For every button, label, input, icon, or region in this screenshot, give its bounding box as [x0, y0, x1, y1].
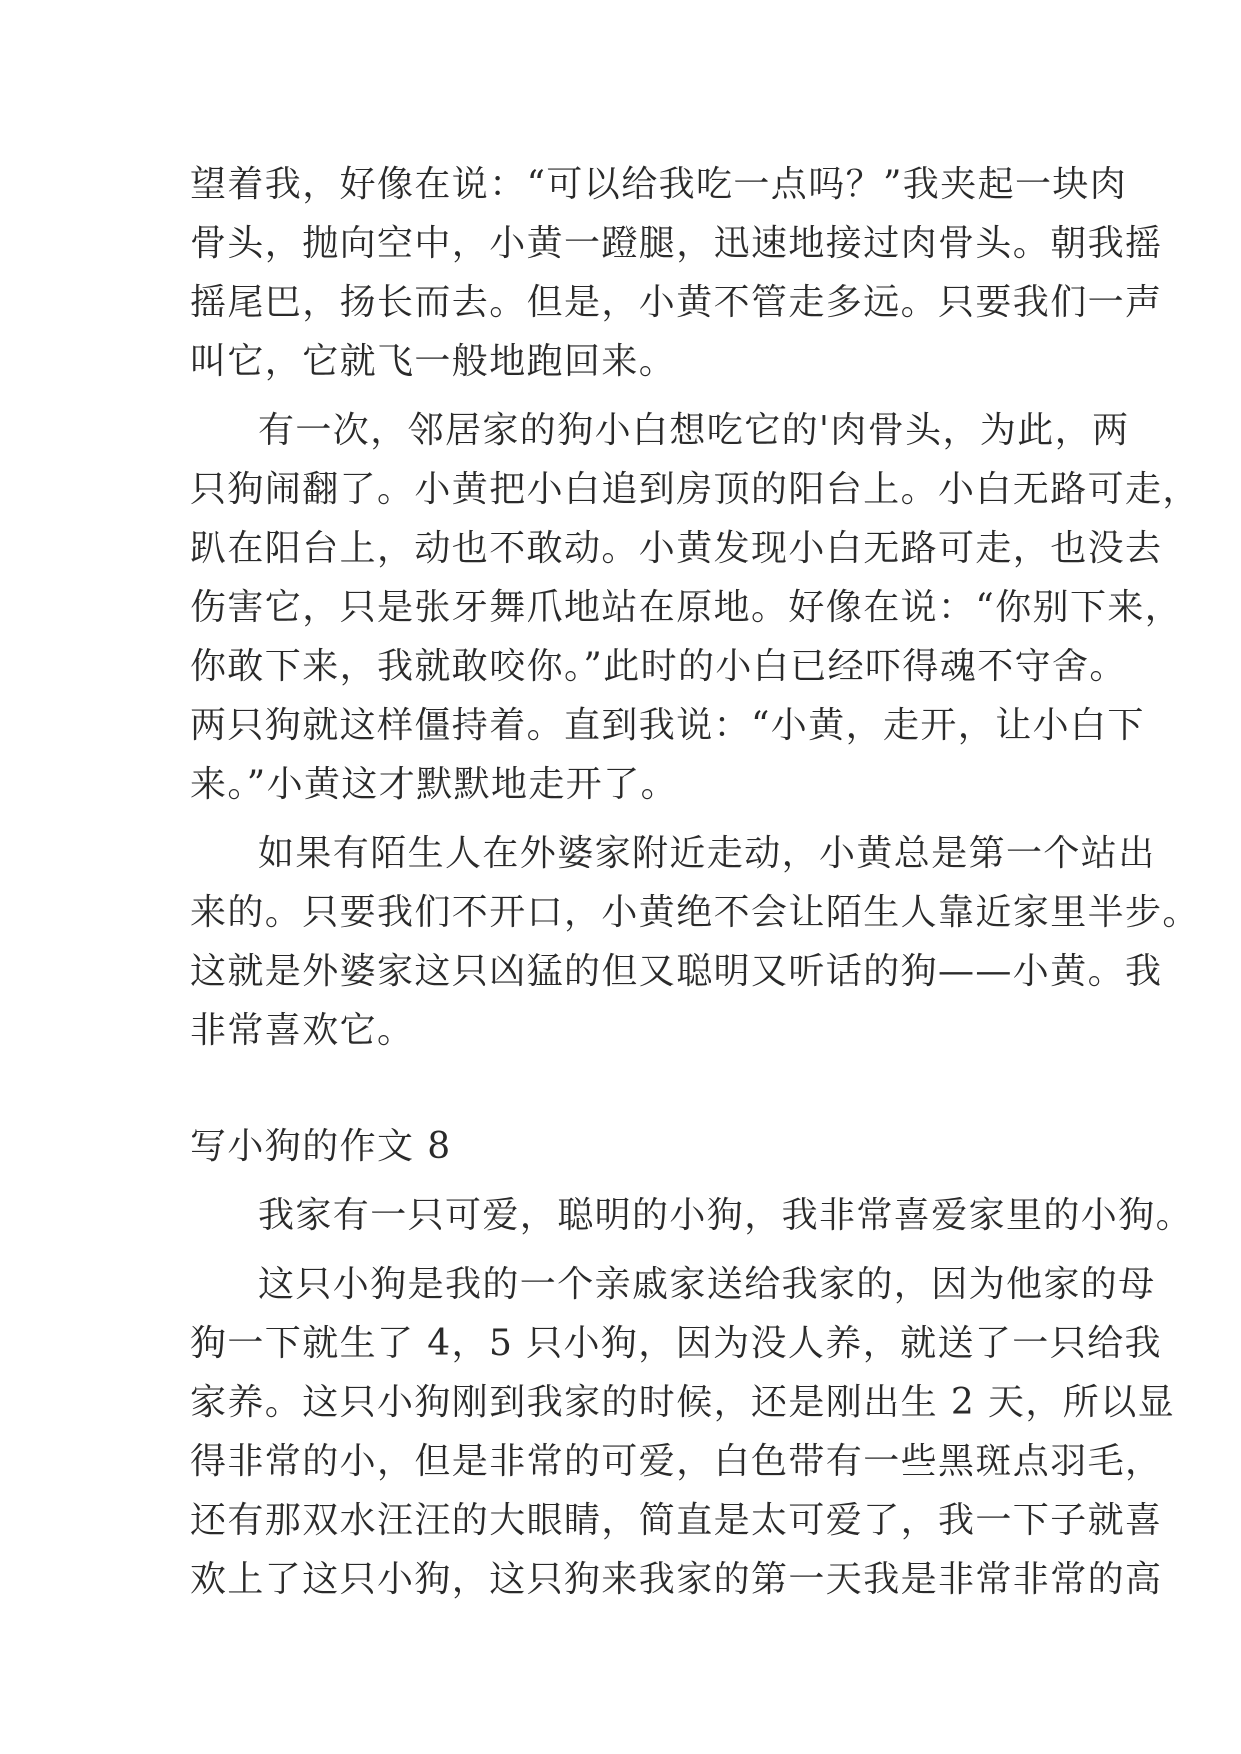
paragraph-line: 来。”小黄这才默默地走开了。: [190, 764, 679, 805]
paragraph-line: 狗一下就生了 4，5 只小狗，因为没人养，就送了一只给我: [190, 1323, 1162, 1364]
paragraph-line: 如果有陌生人在外婆家附近走动，小黄总是第一个站出: [258, 833, 1156, 874]
paragraph-line: 望着我，好像在说：“可以给我吃一点吗？”我夹起一块肉: [190, 164, 1128, 205]
paragraph-line: 你敢下来，我就敢咬你。”此时的小白已经吓得魂不守舍。: [190, 646, 1127, 687]
paragraph-line: 欢上了这只小狗，这只狗来我家的第一天我是非常非常的高: [190, 1559, 1163, 1600]
paragraph-line: 家养。这只小狗刚到我家的时候，还是刚出生 2 天，所以显: [190, 1382, 1175, 1423]
paragraph-line: 我家有一只可爱，聪明的小狗，我非常喜爱家里的小狗。: [258, 1195, 1194, 1236]
paragraph-line: 摇尾巴，扬长而去。但是，小黄不管走多远。只要我们一声: [190, 282, 1163, 323]
paragraph-line: 只狗闹翻了。小黄把小白追到房顶的阳台上。小白无路可走，: [190, 469, 1200, 510]
paragraph-line: 骨头，抛向空中，小黄一蹬腿，迅速地接过肉骨头。朝我摇: [190, 223, 1163, 264]
paragraph-line: 来的。只要我们不开口，小黄绝不会让陌生人靠近家里半步。: [190, 892, 1200, 933]
paragraph-line: 趴在阳台上，动也不敢动。小黄发现小白无路可走，也没去: [190, 528, 1163, 569]
paragraph-line: 伤害它，只是张牙舞爪地站在原地。好像在说：“你别下来，: [190, 587, 1183, 628]
paragraph-line: 这就是外婆家这只凶猛的但又聪明又听话的狗——小黄。我: [190, 951, 1163, 992]
paragraph-line: 还有那双水汪汪的大眼睛，简直是太可爱了，我一下子就喜: [190, 1500, 1163, 1541]
paragraph-line: 非常喜欢它。: [190, 1010, 415, 1051]
paragraph-line: 有一次，邻居家的狗小白想吃它的'肉骨头，为此，两: [258, 410, 1130, 451]
paragraph-line: 得非常的小，但是非常的可爱，白色带有一些黑斑点羽毛，: [190, 1441, 1163, 1482]
paragraph-line: 两只狗就这样僵持着。直到我说：“小黄，走开，让小白下: [190, 705, 1145, 746]
section-heading: 写小狗的作文 8: [190, 1126, 452, 1167]
paragraph-line: 叫它，它就飞一般地跑回来。: [190, 341, 677, 382]
paragraph-line: 这只小狗是我的一个亲戚家送给我家的，因为他家的母: [258, 1264, 1156, 1305]
